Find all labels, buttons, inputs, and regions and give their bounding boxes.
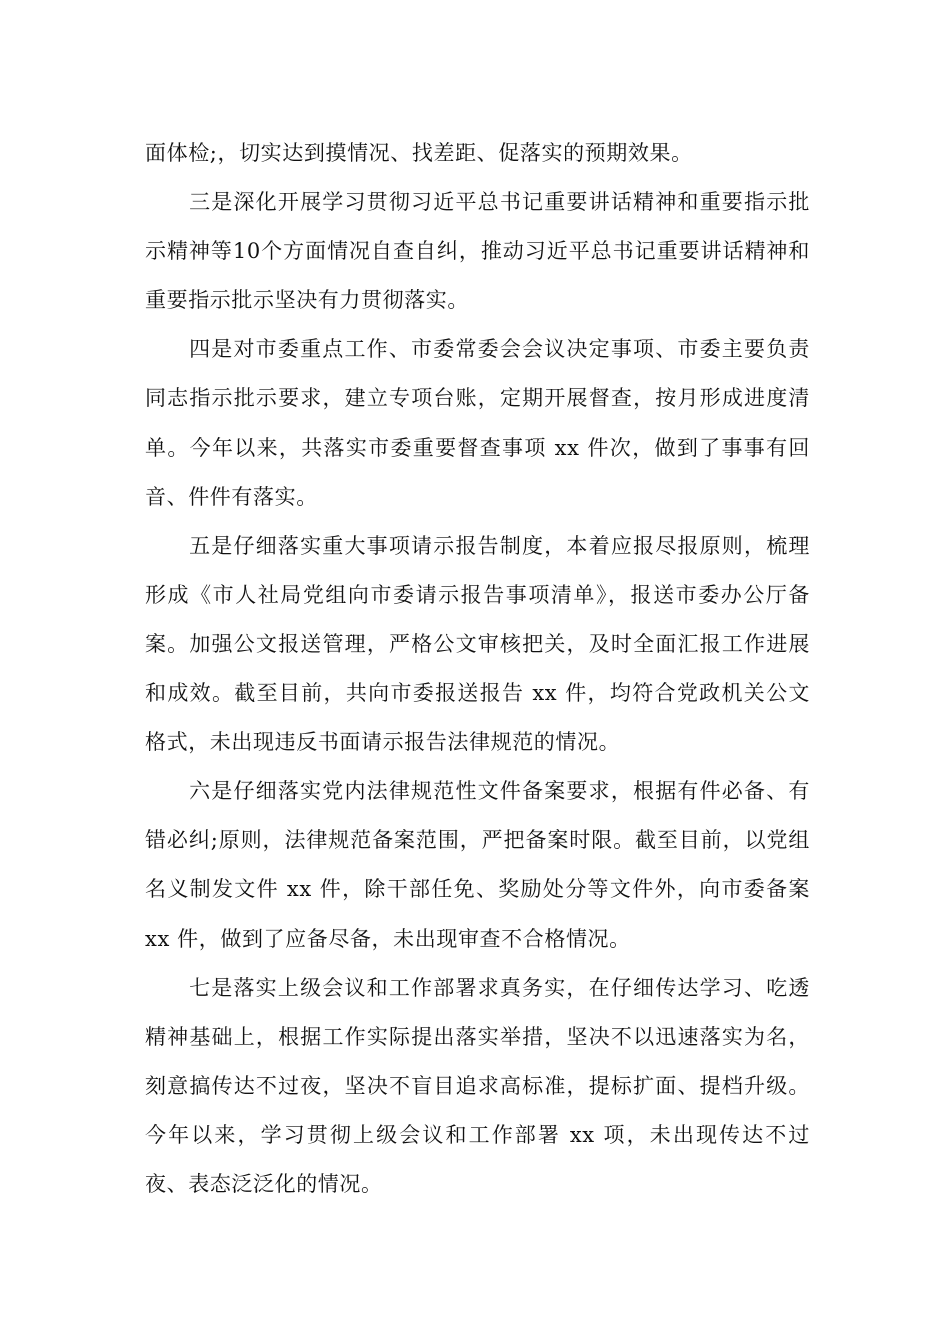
paragraph-item-3: 三是深化开展学习贯彻习近平总书记重要讲话精神和重要指示批示精神等10个方面情况自查自纠，推动习近平总书记重要讲话精神和重要指示批示坚决有力贯彻落实。: [145, 190, 810, 313]
paragraph-item-7: 七是落实上级会议和工作部署求真务实，在仔细传达学习、吃透精神基础上，根据工作实际提出落实举措，坚决不以迅速落实为名，刻意搞传达不过夜，坚决不盲目追求高标准，提标扩面、提档升级。今年以来，学习贯彻上级会议和工作部署 xx 项，未出现传达不过夜、表态泛泛化的情况。: [145, 975, 810, 1196]
paragraph-item-6: 六是仔细落实党内法律规范性文件备案要求，根据有件必备、有错必纠;原则，法律规范备案范围，严把备案时限。截至目前，以党组名义制发文件 xx 件，除干部任免、奖励处分等文件外，向市委备案 xx 件，做到了应备尽备，未出现审查不合格情况。: [145, 779, 810, 951]
paragraph-item-5: 五是仔细落实重大事项请示报告制度，本着应报尽报原则，梳理形成《市人社局党组向市委请示报告事项清单》，报送市委办公厅备案。加强公文报送管理，严格公文审核把关，及时全面汇报工作进展和成效。截至目前，共向市委报送报告 xx 件，均符合党政机关公文格式，未出现违反书面请示报告法律规范的情况。: [145, 533, 810, 755]
paragraph-continuation: 面体检;，切实达到摸情况、找差距、促落实的预期效果。: [145, 141, 693, 165]
paragraph-item-4: 四是对市委重点工作、市委常委会会议决定事项、市委主要负责同志指示批示要求，建立专项台账，定期开展督查，按月形成进度清单。今年以来，共落实市委重要督查事项 xx 件次，做到了事事有回音、件件有落实。: [145, 337, 810, 509]
document-body: [145, 129, 810, 1209]
